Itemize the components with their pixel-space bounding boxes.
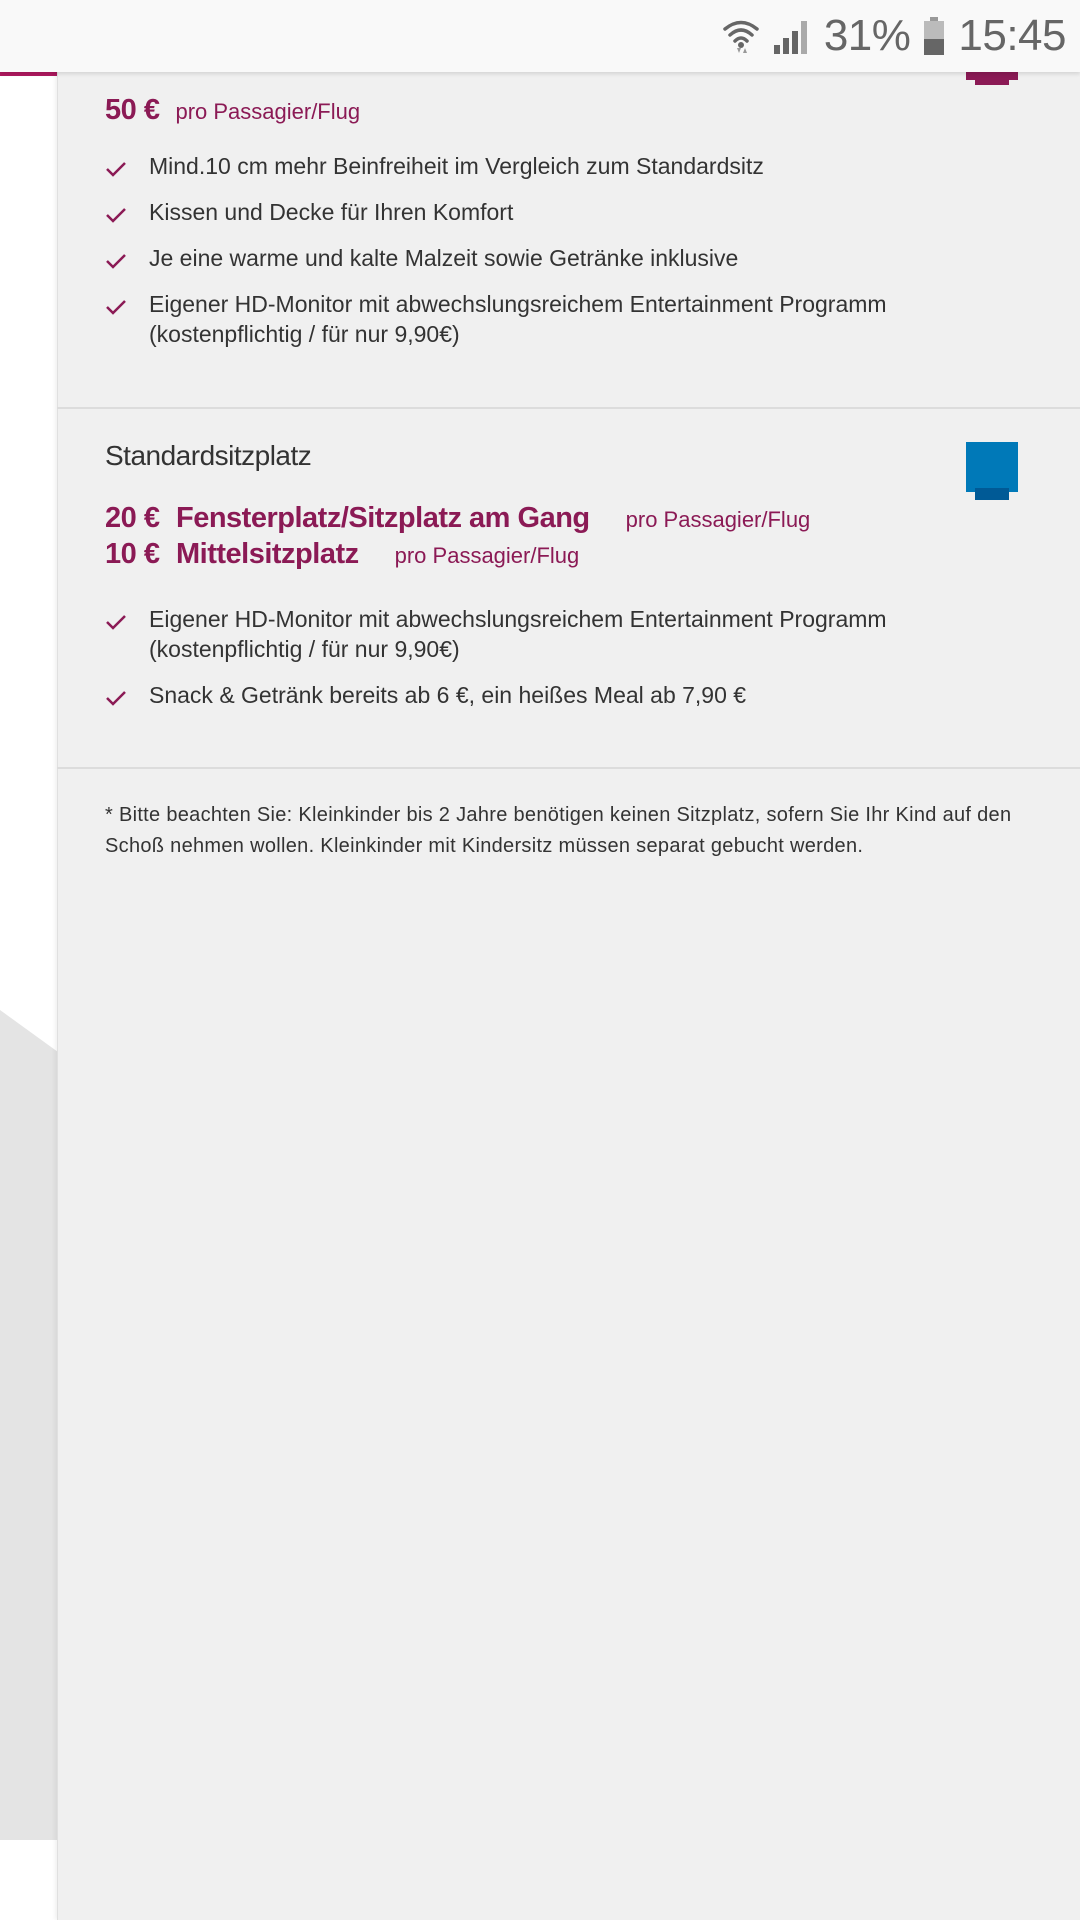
footnote-section	[57, 800, 1080, 862]
feature-text: Kissen und Decke für Ihren Komfort	[149, 199, 514, 225]
standard-price-block	[105, 502, 1020, 574]
list-item	[105, 289, 1020, 349]
feature-text: Eigener HD-Monitor mit abwechslungsreichem Entertainment Programm (kostenpflichtig / für nur 9,90€)	[149, 606, 887, 662]
feature-text: Snack & Getränk bereits ab 6 €, ein heißes Meal ab 7,90 €	[149, 682, 747, 708]
premium-per-unit: pro Passagier/Flug	[175, 99, 361, 124]
status-bar	[0, 0, 1080, 72]
check-icon	[105, 151, 149, 181]
check-icon	[105, 289, 149, 319]
list-item	[105, 604, 1020, 664]
footnote: * Bitte beachten Sie: Kleinkinder bis 2 Jahre benötigen keinen Sitzplatz, sofern Sie Ihr Kind auf den Schoß nehmen wollen. Kleinkinder mit Kindersitz müssen separat gebucht werden.	[105, 804, 1012, 857]
premium-price-row	[105, 94, 1020, 127]
check-icon	[105, 604, 149, 634]
standard-title: Standardsitzplatz	[105, 440, 312, 471]
middle-seat-price: 10 €	[105, 538, 160, 570]
signal-icon	[772, 17, 812, 55]
list-item	[105, 151, 1020, 181]
list-item	[105, 243, 1020, 273]
list-item	[105, 197, 1020, 227]
window-aisle-price: 20 €	[105, 502, 160, 534]
background-shape	[0, 1010, 58, 1840]
feature-text: Eigener HD-Monitor mit abwechslungsreichem Entertainment Programm (kostenpflichtig / für nur 9,90€)	[149, 291, 887, 347]
standard-price-row	[105, 502, 1020, 538]
section-divider	[57, 767, 1080, 769]
section-divider	[57, 407, 1080, 409]
check-icon	[105, 243, 149, 273]
accent-line	[0, 72, 58, 76]
list-item	[105, 680, 1020, 710]
feature-text: Je eine warme und kalte Malzeit sowie Getränke inklusive	[149, 245, 739, 271]
middle-seat-label: Mittelsitzplatz	[176, 538, 359, 570]
feature-text: Mind.10 cm mehr Beinfreiheit im Vergleich zum Standardsitz	[149, 153, 764, 179]
battery-percent: 31%	[823, 11, 911, 60]
premium-section	[57, 94, 1080, 365]
premium-price: 50 €	[105, 94, 160, 126]
wifi-icon	[722, 17, 760, 55]
premium-feature-list	[105, 151, 1020, 349]
standard-section	[57, 440, 1080, 726]
check-icon	[105, 197, 149, 227]
standard-feature-list	[105, 604, 1020, 710]
window-aisle-label: Fensterplatz/Sitzplatz am Gang	[176, 502, 590, 534]
clock: 15:45	[958, 11, 1066, 60]
standard-price-row	[105, 538, 1020, 574]
check-icon	[105, 680, 149, 710]
battery-icon	[922, 16, 946, 56]
middle-seat-per-unit: pro Passagier/Flug	[394, 543, 580, 568]
window-aisle-per-unit: pro Passagier/Flug	[625, 507, 811, 532]
premium-color-tab	[966, 72, 1018, 86]
